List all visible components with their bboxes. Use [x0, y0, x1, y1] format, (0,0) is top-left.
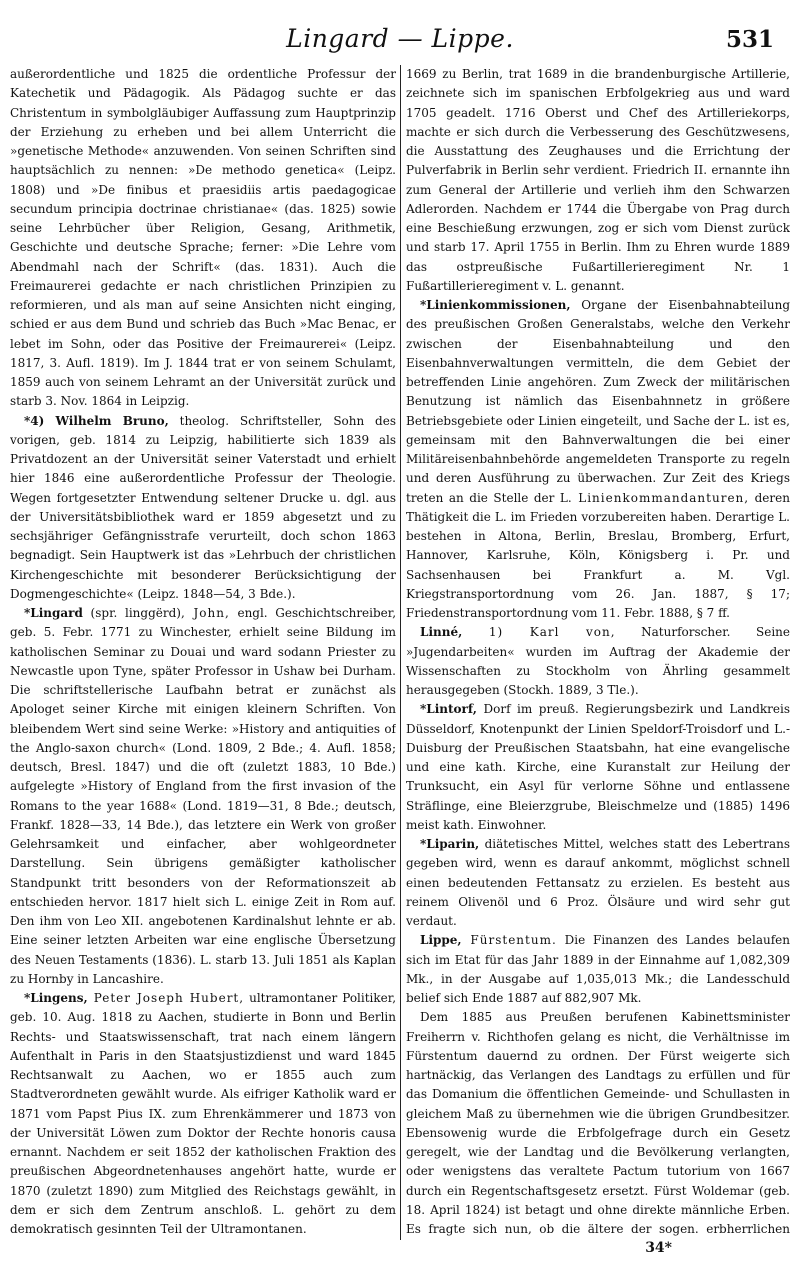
entry-lippe: Lippe, Fürstentum. Die Finanzen des Landes belaufen sich im Etat für das Jahr 1889 in der Einnahme auf 1,082,309 Mk., in der Ausgabe auf 1,035,013 Mk.; die Landesschuld belief sich Ende 1887 auf 882,907 Mk.: [406, 933, 790, 1005]
entry-liparin: *Liparin, diätetisches Mittel, welches statt des Lebertrans gegeben wird, wenn es darauf ankommt, möglichst schnell einen bedeutenden Fettansatz zu erzielen. Es besteht aus reinem Olivenöl und 6 Proz. Ölsäure und wird sehr gut verdaut.: [406, 837, 790, 928]
headword: Linné,: [420, 625, 463, 640]
page-header: [0, 20, 800, 60]
headword: *Lintorf,: [420, 702, 477, 717]
page-number: 531: [725, 26, 774, 53]
entry-lingard: *Lingard (spr. linggërd), John, engl. Geschichtschreiber, geb. 5. Febr. 1771 zu Winchester, erhielt seine Bildung im katholischen Seminar zu Douai und ward sodann Priester zu Newcastle upon Tyne, später Professor in Ushaw bei Durham. Die schriftstellerische Laufbahn betrat er zunächst als Apologet seiner Kirche mit einigen kleinern Schriften. Von bleibendem Wert sind seine Werke: »History and antiquities of the Anglo-saxon church« (Lond. 1809, 2 Bde.; 4. Aufl. 1858; deutsch, Bresl. 1847) und die oft (zuletzt 1883, 10 Bde.) aufgelegte »History of England from the first invasion of the Romans to the year 1688« (Lond. 1819—31, 8 Bde.; deutsch, Frankf. 1828—33, 14 Bde.), das letztere ein Werk von großer Gelehrsamkeit und einfacher, aber wohlgeordneter Darstellung. Sein übrigens gemäßigter katholischer Standpunkt tritt besonders von der Reformationszeit ab entschieden hervor. 1817 hielt sich L. einige Zeit in Rom auf. Den ihm von Leo XII. angebotenen Kardinalshut lehnte er ab. Eine seiner letzten Arbeiten war eine englische Übersetzung des Neuen Testaments (1836). L. starb 13. Juli 1851 als Kaplan zu Hornby in Lancashire.: [10, 606, 396, 986]
entry-linienkommissionen: *Linienkommissionen, Organe der Eisenbahnabteilung des preußischen Großen Generalstabs, welche den Verkehr zwischen der Eisenbahnabteilung und den Eisenbahnverwaltungen vermitteln, die dem Gebiet der betreffenden Linie angehören. Zum Zweck der militärischen Benutzung ist nämlich das Eisenbahnnetz in größere Betriebsgebiete oder Linien eingeteilt, und Sache der L. ist es, gemeinsam mit den Bahnverwaltungen die bei einer Militäreisenbahnbehörde angemeldeten Transporte zu regeln und deren Ausführung zu überwachen. Zur Zeit des Kriegs treten an die Stelle der L. Linienkommandanturen, deren Thätigkeit die L. im Frieden vorzubereiten haben. Derartige L. bestehen in Altona, Berlin, Breslau, Bromberg, Erfurt, Hannover, Karlsruhe, Köln, Königsberg i. Pr. und Sachsenhausen bei Frankfurt a. M. Vgl. Kriegstransportordnung vom 26. Jan. 1887, § 17; Friedenstransportordnung vom 11. Febr. 1888, § 7 ff.: [406, 298, 790, 620]
headword: *4) Wilhelm Bruno,: [24, 413, 169, 428]
right-column: [406, 65, 790, 1240]
entry-linne: Linné, 1) Karl von, Naturforscher. Seine »Jugendarbeiten« wurden im Auftrag der Akademie der Wissenschaften zu Stockholm von Ährling gesammelt herausgegeben (Stockh. 1889, 3 Tle.).: [406, 625, 790, 697]
entry-continuation: außerordentliche und 1825 die ordentliche Professur der Katechetik und Pädagogik. Als Pädagog suchte er das Christentum in symbolgläubiger Auffassung zum Hauptprinzip der Erziehung zu erheben und bei allem Unterricht die »genetische Methode« anzuwenden. Von seinen Schriften sind hauptsächlich zu nennen: »De methodo genetica« (Leipz. 1808) und »De finibus et praesidiis artis paedagogicae secundum principia doctrinae christianae« (das. 1825) sowie seine Lehrbücher über Religion, Gesang, Arithmetik, Geschichte und deutsche Sprache; ferner: »Die Lehre vom Abendmahl nach der Schrift« (das. 1831). Auch die Freimaurerei gedachte er nach christlichen Prinzipien zu reformieren, und als man auf seine Ansichten nicht einging, schied er aus dem Bund und schrieb das Buch »Mac Benac, er lebet im Sohn, oder das Positive der Freimaurerei« (Leipz. 1817, 3. Aufl. 1819). Im J. 1844 trat er von seinem Schulamt, 1859 auch von seinem Lehramt an der Universität zurück und starb 3. Nov. 1864 in Leipzig.: [10, 67, 396, 409]
headword: *Lingens,: [24, 991, 88, 1005]
entry-linger: [10, 1239, 396, 1240]
entry-lintorf: *Lintorf, Dorf im preuß. Regierungsbezirk und Landkreis Düsseldorf, Knotenpunkt der Linien Speldorf-Troisdorf und L.-Duisburg der Preußischen Staatsbahn, hat eine evangelische und eine kath. Kirche, eine Kuranstalt zur Heilung der Trunksucht, ein Asyl für verlorne Söhne und entlassene Sträflinge, eine Bleierzgrube, Bleischmelze und (1885) 1496 meist kath. Einwohner.: [406, 702, 790, 832]
left-column: [10, 65, 396, 1240]
entry-lingens: *Lingens, Peter Joseph Hubert, ultramontaner Politiker, geb. 10. Aug. 1818 zu Aachen, studierte in Bonn und Berlin Rechts- und Staatswissenschaft, trat nach einem längern Aufenthalt in Paris in den Staatsjustizdienst und ward 1845 Rechtsanwalt zu Aachen, wo er 1855 auch zum Stadtverordneten gewählt wurde. Als eifriger Katholik ward er 1871 vom Papst Pius IX. zum Ehrenkämmerer und 1873 von der Universität Löwen zum Doktor der Rechte honoris causa ernannt. Nachdem er seit 1852 der katholischen Fraktion des preußischen Abgeordnetenhauses angehört hatte, wurde er 1870 (zuletzt 1890) zum Mitglied des Reichstags gewählt, in dem er sich dem Zentrum anschloß. L. gehört zu dem demokratisch gesinnten Teil der Ultramontanen.: [10, 991, 396, 1236]
sheet-signature: 34*: [645, 1240, 672, 1256]
headword: *Linienkommissionen,: [420, 298, 571, 312]
running-head: Lingard — Lippe.: [286, 24, 514, 53]
headword: Lippe,: [420, 933, 462, 948]
entry-continuation: 1669 zu Berlin, trat 1689 in die brandenburgische Artillerie, zeichnete sich im spanischen Erbfolgekrieg aus und ward 1705 geadelt. 1716 Oberst und Chef des Artilleriekorps, machte er sich durch die Verbesserung des Geschützwesens, die Ausstattung des Zeughauses und die Errichtung der Pulverfabrik in Berlin sehr verdient. Friedrich II. ernannte ihn zum General der Artillerie und verlieh ihm den Schwarzen Adlerorden. Nachdem er 1744 die Übergabe von Prag durch eine Beschießung erzwungen, zog er sich vom Dienst zurück und starb 17. April 1755 in Berlin. Ihm zu Ehren wurde 1889 das ostpreußische Fußartillerieregiment Nr. 1 Fußartillerieregiment v. L. genannt.: [406, 67, 790, 293]
entry-lippe-history: Dem 1885 aus Preußen berufenen Kabinettsminister Freiherrn v. Richthofen gelang es nicht, die Verhältnisse im Fürstentum dauernd zu ordnen. Der Fürst weigerte sich hartnäckig, das Verlangen des Landtags zu erfüllen und für das Domanium die öffentlichen Gemeinde- und Schullasten in gleichem Maß zu übernehmen wie die übrigen Grundbesitzer. Ebensowenig wurde die Erbfolgefrage durch ein Gesetz geregelt, wie der Landtag und die Bevölkerung verlangten, oder wenigstens das veraltete Pactum tutorium von 1667 durch ein Regentschaftsgesetz ersetzt. Fürst Woldemar (geb. 18. April 1824) ist betagt und ohne direkte männliche Erben. Es fragte sich nun, ob die ältere der sogen. erbherrlichen: [406, 1010, 790, 1236]
entry-lindner-wilhelm-bruno: *4) Wilhelm Bruno, theolog. Schriftsteller, Sohn des vorigen, geb. 1814 zu Leipzig, habilitierte sich 1839 als Privatdozent an der Universität seiner Vaterstadt und erhielt hier 1846 eine außerordentliche Professur der Theologie. Wegen fortgesetzter Entwendung seltener Drucke u. dgl. aus der Universitätsbibliothek ward er 1859 abgesetzt und zu sechsjähriger Gefängnisstrafe verurteilt, doch schon 1863 begnadigt. Sein Hauptwerk ist das »Lehrbuch der christlichen Kirchengeschichte mit besonderer Berücksichtigung der Dogmengeschichte« (Leipz. 1848—54, 3 Bde.).: [10, 413, 396, 601]
headword: *Lingard: [24, 606, 83, 620]
headword: *Liparin,: [420, 837, 480, 851]
column-divider: [400, 65, 401, 1240]
